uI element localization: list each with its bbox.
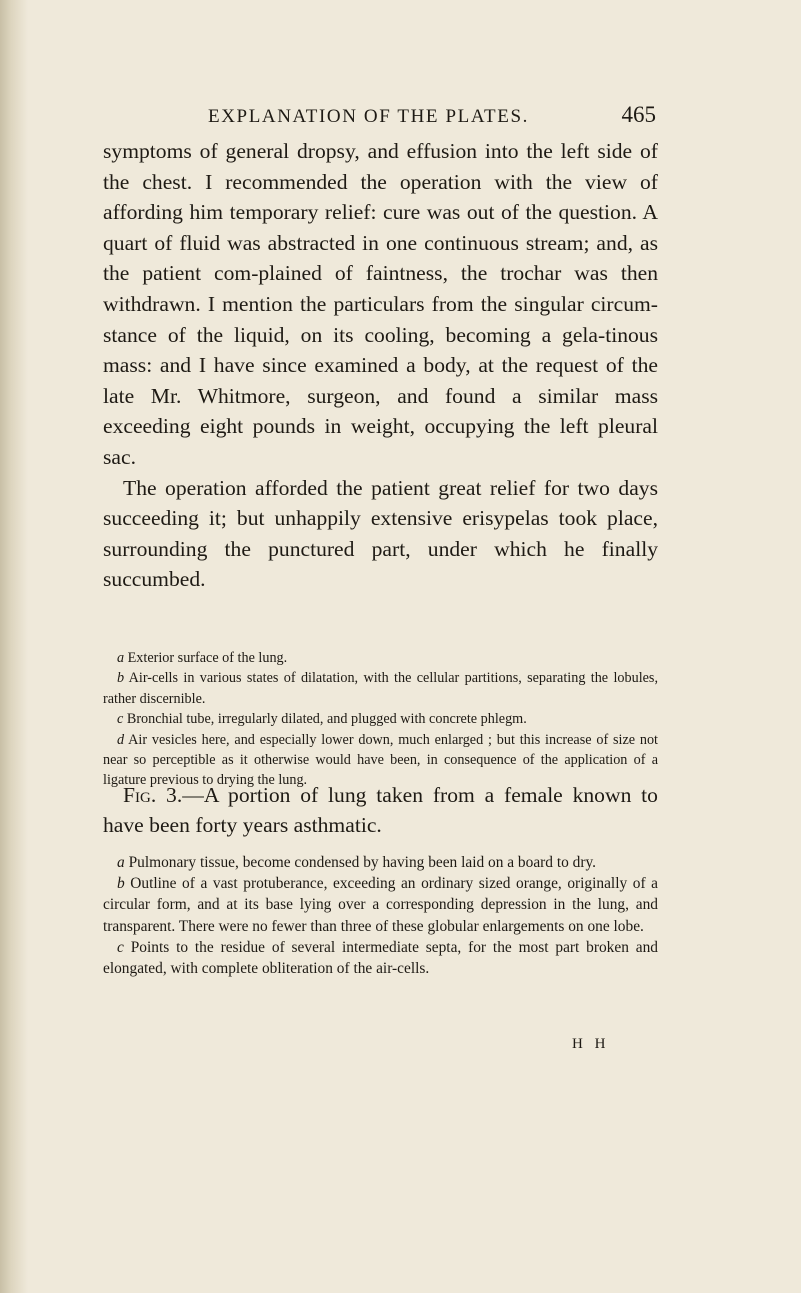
legend-text: Bronchial tube, irregularly dilated, and plugged with concrete phlegm. — [126, 711, 527, 728]
running-head — [0, 98, 801, 138]
legend-letter: b — [117, 875, 125, 893]
legend-item — [103, 668, 658, 709]
legend-text: Air-cells in various states of dilatation, with the cellular partitions, separating the lobules, rather discernible. — [103, 670, 658, 707]
legend-letter: c — [117, 938, 124, 956]
signature-mark: H H — [572, 1036, 610, 1052]
legend-text: Pulmonary tissue, become condensed by having been laid on a board to dry. — [128, 854, 597, 871]
legend-letter: c — [117, 711, 124, 728]
legend-letter: a — [117, 650, 125, 666]
legend-letter: d — [117, 731, 125, 748]
legend-item — [103, 937, 658, 979]
legend-item — [103, 873, 658, 937]
legend-text: Outline of a vast protuberance, exceeding an ordinary sized orange, originally of a circular form, and at its base lying over a corresponding depression in the lung, and transparent. There were no fewer than three of these globular enlargements on one lobe. — [103, 875, 658, 935]
page-binding-edge — [0, 0, 28, 1293]
legend-item — [103, 709, 658, 729]
figure-label: Fig. 3. — [123, 783, 183, 807]
plate-legend-fig-2 — [103, 648, 658, 791]
legend-letter: a — [117, 854, 125, 871]
legend-letter: b — [117, 670, 125, 687]
legend-text: Points to the residue of several intermediate septa, for the most part broken and elongated, with complete obliteration of the air-cells. — [103, 938, 658, 978]
legend-item — [103, 852, 658, 873]
legend-item — [103, 648, 658, 668]
figure-caption-text: —A portion of lung taken from a female known to have been forty years asthmatic. — [103, 783, 658, 837]
plate-legend-fig-3 — [103, 852, 658, 979]
body-text — [103, 136, 658, 595]
legend-text: Air vesicles here, and especially lower down, much enlarged ; but this increase of size not near so perceptible as it otherwise would have been, in consequence of the application of a ligature previous to drying the lung. — [103, 731, 659, 789]
figure-caption — [103, 780, 658, 840]
body-paragraph: symptoms of general dropsy, and effusion into the left side of the chest. I recommended the operation with the view of affording him temporary relief: cure was out of the question. A quart of fluid was abstracted in one continuous stream; and, as the patient com-plained of faintness, the trochar was then withdrawn. I mention the particulars from the singular circum-stance of the liquid, on its cooling, becoming a gela-tinous mass: and I have since examined a body, at the request of the late Mr. Whitmore, surgeon, and found a similar mass exceeding eight pounds in weight, occupying the left pleural sac. — [103, 139, 658, 469]
page-number: 465 — [621, 102, 656, 127]
body-paragraph: The operation afforded the patient great relief for two days succeeding it; but unhappily extensive erisypelas took place, surrounding the punctured part, under which he finally succumbed. — [103, 475, 658, 592]
legend-text: Exterior surface of the lung. — [127, 650, 288, 666]
running-title: EXPLANATION OF THE PLATES. — [208, 106, 529, 127]
